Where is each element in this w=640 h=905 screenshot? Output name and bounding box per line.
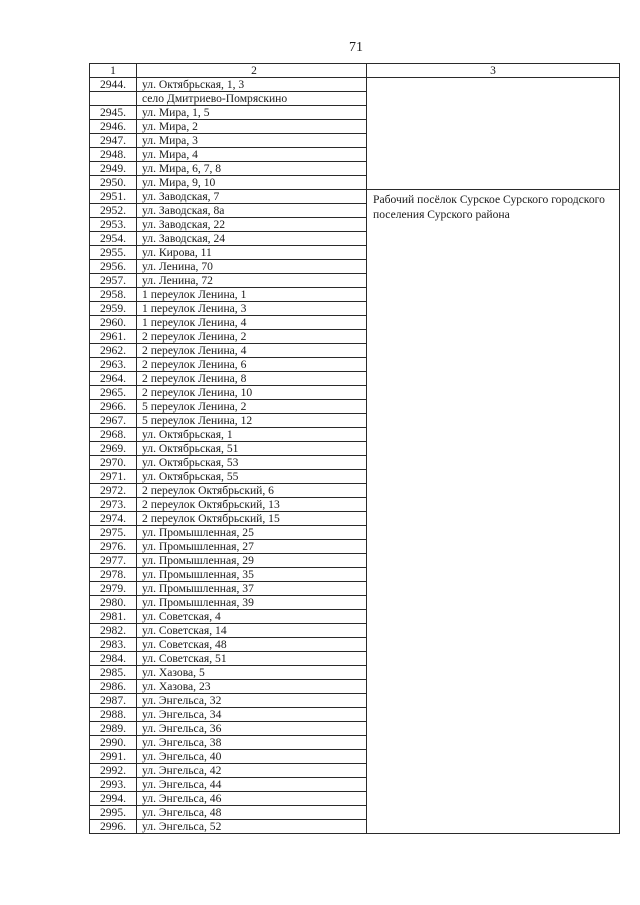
row-number: 2957.	[90, 274, 137, 288]
row-number: 2960.	[90, 316, 137, 330]
row-address: ул. Промышленная, 25	[137, 526, 367, 540]
row-number: 2951.	[90, 190, 137, 204]
row-number: 2949.	[90, 162, 137, 176]
row-address: ул. Ленина, 72	[137, 274, 367, 288]
row-address: ул. Энгельса, 38	[137, 736, 367, 750]
row-number: 2967.	[90, 414, 137, 428]
row-address: ул. Энгельса, 42	[137, 764, 367, 778]
row-number: 2985.	[90, 666, 137, 680]
settlement-subheading: село Дмитриево-Помряскино	[137, 92, 367, 106]
row-address: 5 переулок Ленина, 12	[137, 414, 367, 428]
row-address: ул. Октябрьская, 1, 3	[137, 78, 367, 92]
table-row	[90, 78, 620, 92]
row-address: ул. Заводская, 7	[137, 190, 367, 204]
row-address: ул. Энгельса, 48	[137, 806, 367, 820]
row-address: ул. Мира, 3	[137, 134, 367, 148]
row-number: 2956.	[90, 260, 137, 274]
row-address: ул. Хазова, 23	[137, 680, 367, 694]
row-number: 2966.	[90, 400, 137, 414]
row-address: ул. Мира, 9, 10	[137, 176, 367, 190]
row-number: 2944.	[90, 78, 137, 92]
header-row	[90, 64, 620, 78]
row-address: 1 переулок Ленина, 3	[137, 302, 367, 316]
row-address: ул. Промышленная, 37	[137, 582, 367, 596]
row-address: ул. Мира, 1, 5	[137, 106, 367, 120]
row-number: 2991.	[90, 750, 137, 764]
row-address: ул. Заводская, 22	[137, 218, 367, 232]
row-address: ул. Октябрьская, 1	[137, 428, 367, 442]
row-number: 2981.	[90, 610, 137, 624]
row-number: 2986.	[90, 680, 137, 694]
row-address: ул. Мира, 6, 7, 8	[137, 162, 367, 176]
row-number: 2982.	[90, 624, 137, 638]
row-number: 2992.	[90, 764, 137, 778]
row-number: 2952.	[90, 204, 137, 218]
row-address: ул. Заводская, 8а	[137, 204, 367, 218]
row-address: ул. Энгельса, 34	[137, 708, 367, 722]
row-address: 2 переулок Октябрьский, 6	[137, 484, 367, 498]
row-number: 2990.	[90, 736, 137, 750]
row-address: 1 переулок Ленина, 1	[137, 288, 367, 302]
row-number: 2947.	[90, 134, 137, 148]
row-number: 2950.	[90, 176, 137, 190]
row-address: ул. Энгельса, 44	[137, 778, 367, 792]
row-number: 2984.	[90, 652, 137, 666]
settlement-cell-empty	[367, 78, 620, 190]
row-address: ул. Промышленная, 27	[137, 540, 367, 554]
row-address: 2 переулок Ленина, 6	[137, 358, 367, 372]
row-number: 2996.	[90, 820, 137, 834]
row-number: 2953.	[90, 218, 137, 232]
row-address: ул. Кирова, 11	[137, 246, 367, 260]
table-row	[90, 190, 620, 204]
row-number: 2973.	[90, 498, 137, 512]
row-address: ул. Октябрьская, 51	[137, 442, 367, 456]
column-header-address: 2	[137, 64, 367, 78]
row-number: 2975.	[90, 526, 137, 540]
row-number: 2972.	[90, 484, 137, 498]
row-number: 2961.	[90, 330, 137, 344]
row-address: ул. Хазова, 5	[137, 666, 367, 680]
row-number: 2958.	[90, 288, 137, 302]
row-number: 2976.	[90, 540, 137, 554]
row-number: 2988.	[90, 708, 137, 722]
row-address: ул. Энгельса, 36	[137, 722, 367, 736]
row-number: 2969.	[90, 442, 137, 456]
row-number: 2979.	[90, 582, 137, 596]
row-number: 2948.	[90, 148, 137, 162]
row-address: ул. Промышленная, 29	[137, 554, 367, 568]
settlement-name: Рабочий посёлок Сурское Сурского городского поселения Сурского района	[367, 190, 620, 834]
row-number: 2945.	[90, 106, 137, 120]
column-header-number: 1	[90, 64, 137, 78]
row-number: 2968.	[90, 428, 137, 442]
row-address: 2 переулок Октябрьский, 15	[137, 512, 367, 526]
row-address: ул. Энгельса, 40	[137, 750, 367, 764]
row-number: 2955.	[90, 246, 137, 260]
row-address: 2 переулок Ленина, 4	[137, 344, 367, 358]
row-number: 2983.	[90, 638, 137, 652]
row-number-empty	[90, 92, 137, 106]
row-address: 5 переулок Ленина, 2	[137, 400, 367, 414]
page-number: 71	[349, 40, 363, 55]
table-body	[90, 78, 620, 834]
row-number: 2971.	[90, 470, 137, 484]
row-address: 1 переулок Ленина, 4	[137, 316, 367, 330]
row-address: ул. Советская, 51	[137, 652, 367, 666]
row-address: ул. Заводская, 24	[137, 232, 367, 246]
row-address: ул. Советская, 4	[137, 610, 367, 624]
row-number: 2995.	[90, 806, 137, 820]
row-number: 2987.	[90, 694, 137, 708]
address-table	[89, 63, 620, 834]
row-number: 2959.	[90, 302, 137, 316]
row-address: 2 переулок Ленина, 2	[137, 330, 367, 344]
row-number: 2989.	[90, 722, 137, 736]
row-address: ул. Промышленная, 35	[137, 568, 367, 582]
row-number: 2954.	[90, 232, 137, 246]
column-header-settlement: 3	[367, 64, 620, 78]
row-address: ул. Энгельса, 52	[137, 820, 367, 834]
row-number: 2965.	[90, 386, 137, 400]
row-address: 2 переулок Ленина, 10	[137, 386, 367, 400]
row-address: ул. Энгельса, 46	[137, 792, 367, 806]
row-address: ул. Советская, 48	[137, 638, 367, 652]
row-number: 2964.	[90, 372, 137, 386]
row-number: 2962.	[90, 344, 137, 358]
row-address: 2 переулок Октябрьский, 13	[137, 498, 367, 512]
row-address: ул. Энгельса, 32	[137, 694, 367, 708]
row-address: ул. Мира, 4	[137, 148, 367, 162]
row-address: ул. Октябрьская, 55	[137, 470, 367, 484]
row-address: ул. Октябрьская, 53	[137, 456, 367, 470]
row-number: 2970.	[90, 456, 137, 470]
row-number: 2980.	[90, 596, 137, 610]
row-number: 2974.	[90, 512, 137, 526]
row-address: ул. Мира, 2	[137, 120, 367, 134]
row-number: 2977.	[90, 554, 137, 568]
row-number: 2963.	[90, 358, 137, 372]
row-address: ул. Советская, 14	[137, 624, 367, 638]
row-number: 2993.	[90, 778, 137, 792]
row-number: 2994.	[90, 792, 137, 806]
row-number: 2978.	[90, 568, 137, 582]
row-address: ул. Ленина, 70	[137, 260, 367, 274]
row-address: 2 переулок Ленина, 8	[137, 372, 367, 386]
row-address: ул. Промышленная, 39	[137, 596, 367, 610]
row-number: 2946.	[90, 120, 137, 134]
